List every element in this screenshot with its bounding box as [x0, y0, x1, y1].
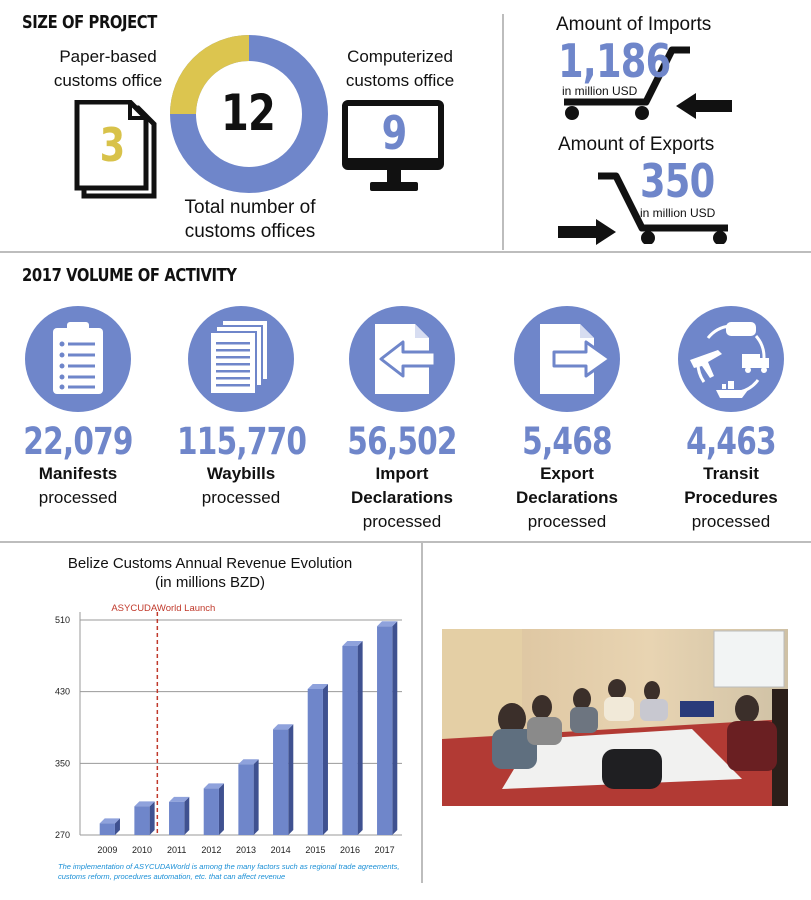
imports-decl-value: 56,502 [347, 420, 457, 463]
bar-side [358, 641, 363, 835]
x-tick-label: 2009 [97, 845, 118, 855]
exports-decl-label2: Declarations [515, 488, 619, 507]
imports-title: Amount of Imports [556, 14, 712, 35]
x-tick-label: 2014 [270, 845, 291, 855]
clipboard-icon [25, 306, 131, 412]
top-divider [502, 14, 504, 250]
x-tick-label: 2017 [374, 845, 395, 855]
export-document-icon [514, 306, 620, 412]
size-of-project-title: SIZE OF PROJECT [22, 12, 157, 33]
bar [238, 764, 253, 835]
documents-stack-icon [188, 306, 294, 412]
bar-side [288, 724, 293, 835]
total-label: Total number of customs offices [184, 197, 316, 242]
bar-side [184, 797, 189, 835]
import-document-icon [349, 306, 455, 412]
exports-value: 350 [640, 154, 715, 208]
y-tick-label: 510 [54, 615, 70, 625]
bar [308, 689, 323, 835]
x-tick-label: 2015 [305, 845, 326, 855]
activity-circle [514, 306, 620, 412]
bar [273, 729, 288, 835]
y-tick-label: 430 [54, 686, 70, 697]
section-divider-1 [0, 251, 811, 253]
activity-transit [651, 306, 811, 534]
waybills-label: Waybills [206, 464, 276, 483]
paper-based-label: Paper-based customs office [53, 47, 163, 90]
transit-value: 4,463 [686, 420, 776, 463]
bottom-divider [421, 543, 423, 883]
launch-annotation: ASYCUDAWorld Launch [111, 603, 216, 614]
revenue-bar-chart [0, 600, 420, 865]
bar-side [323, 684, 328, 835]
bar [342, 646, 357, 835]
computerized-label: Computerized customs office [345, 47, 455, 90]
bar [204, 788, 219, 835]
total-count: 12 [220, 84, 276, 142]
activity-title: 2017 VOLUME OF ACTIVITY [22, 265, 237, 286]
chart-footnote: The implementation of ASYCUDAWorld is among the many factors such as regional trade agreements, customs reform, procedures automation, etc. that can affect revenue [58, 862, 400, 881]
chart-subtitle: (in millions BZD) [154, 574, 265, 591]
monitor-icon [342, 100, 446, 200]
y-tick-label: 350 [54, 758, 70, 769]
transit-cycle-icon [678, 306, 784, 412]
manifests-sublabel: processed [38, 488, 118, 507]
x-tick-label: 2012 [201, 845, 222, 855]
transit-sublabel: processed [691, 512, 771, 531]
y-tick-label: 270 [54, 830, 70, 840]
chart-title: Belize Customs Annual Revenue Evolution [67, 555, 353, 572]
bar-side [254, 759, 259, 835]
paper-count: 3 [99, 118, 125, 172]
activity-circle [678, 306, 784, 412]
exports-graphic [598, 154, 738, 244]
activity-exports [487, 306, 647, 534]
activity-circle [25, 306, 131, 412]
paper-stack-icon [74, 100, 158, 200]
waybills-sublabel: processed [201, 488, 281, 507]
activity-waybills [161, 306, 321, 510]
waybills-value: 115,770 [177, 420, 307, 463]
transit-label2: Procedures [684, 488, 778, 507]
exports-decl-value: 5,468 [522, 420, 612, 463]
imports-decl-label: Import [375, 464, 429, 483]
bar [100, 823, 115, 835]
activity-manifests [0, 306, 158, 510]
activity-imports [322, 306, 482, 534]
x-tick-label: 2010 [131, 845, 153, 855]
import-arrow-icon [676, 93, 732, 119]
section-divider-2 [0, 541, 811, 543]
meeting-photo [442, 629, 788, 806]
export-arrow-icon [558, 219, 616, 245]
bar [377, 626, 392, 835]
chart-title-block [40, 554, 380, 592]
exports-decl-label: Export [540, 464, 594, 483]
x-tick-label: 2013 [235, 845, 257, 855]
imports-decl-label2: Declarations [350, 488, 454, 507]
imports-decl-sublabel: processed [362, 512, 442, 531]
bar [169, 802, 184, 835]
exports-title: Amount of Exports [558, 134, 715, 155]
bar-side [219, 783, 224, 835]
manifests-value: 22,079 [23, 420, 133, 463]
exports-decl-sublabel: processed [527, 512, 607, 531]
activity-circle [349, 306, 455, 412]
imports-unit: in million USD [562, 84, 638, 98]
x-tick-label: 2011 [166, 845, 187, 855]
imports-value: 1,186 [558, 34, 671, 88]
bar-side [150, 801, 155, 835]
transit-label: Transit [703, 464, 759, 483]
computer-count: 9 [381, 106, 407, 160]
x-tick-label: 2016 [339, 845, 361, 855]
manifests-label: Manifests [38, 464, 118, 483]
bar [134, 806, 149, 835]
exports-unit: in million USD [640, 206, 716, 220]
activity-circle [188, 306, 294, 412]
bar-side [392, 621, 397, 835]
